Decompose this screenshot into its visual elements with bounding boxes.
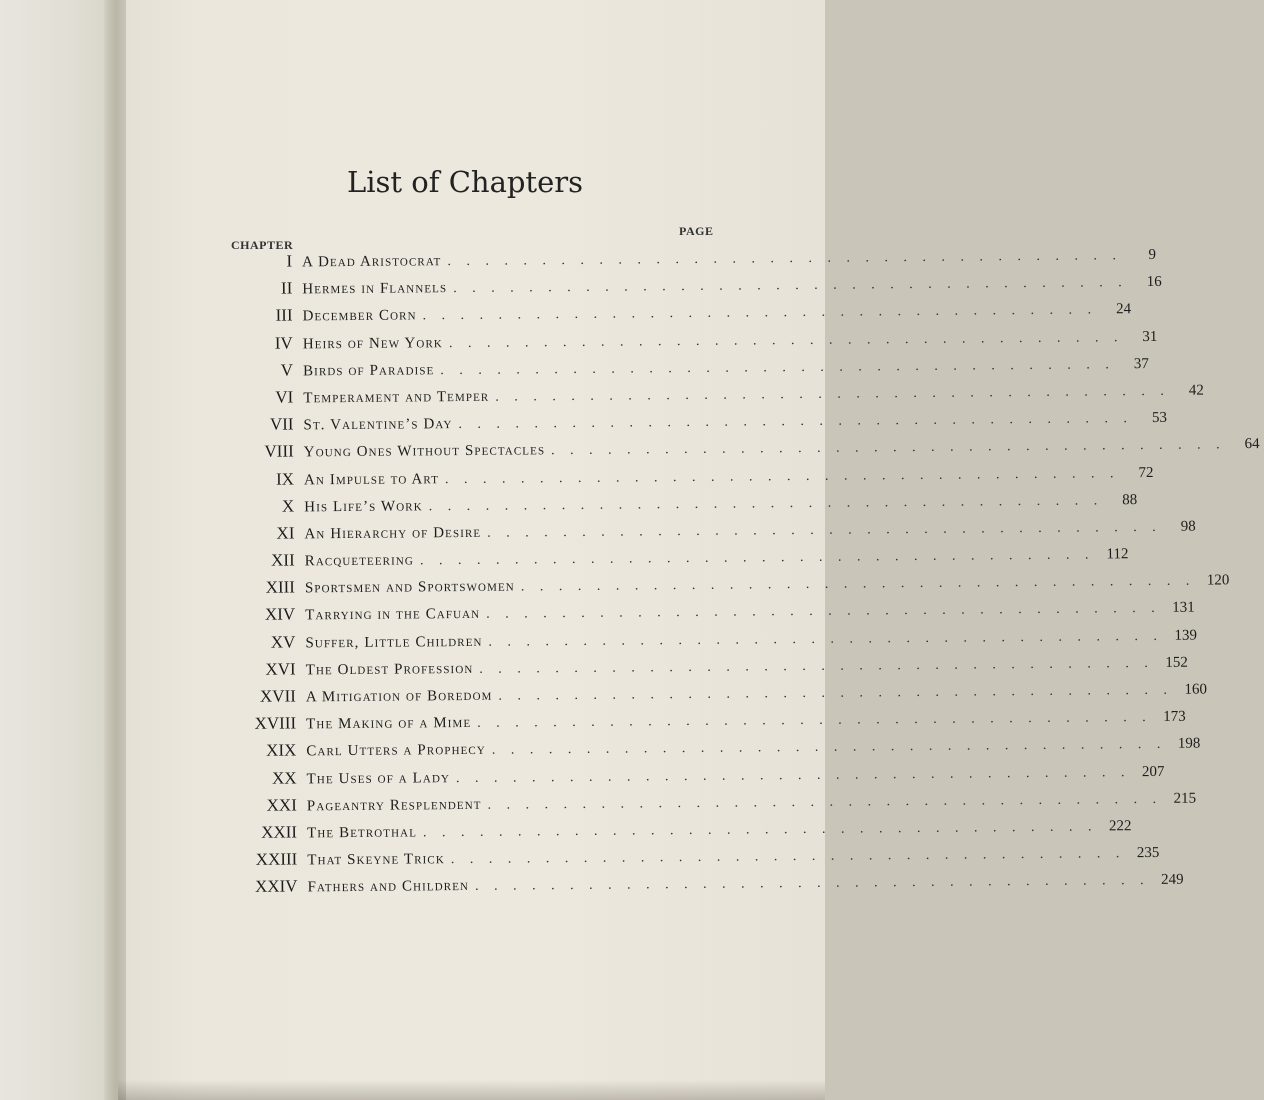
chapter-page-number: 42: [1188, 382, 1204, 399]
chapter-title: Hermes in Flannels: [302, 280, 448, 298]
chapter-number: XXII: [261, 822, 298, 842]
chapter-title: His Life’s Work: [304, 498, 423, 516]
chapter-number: XXIII: [255, 849, 298, 869]
chapter-row: [236, 654, 1188, 687]
dot-leader: . . . . . . . . . . . . . . . . . . . . . . . . . . . . . . . . . . . .: [487, 519, 1162, 541]
chapter-page-number: 53: [1151, 409, 1168, 427]
chapter-row: [234, 436, 1260, 470]
chapter-title: Carl Utters a Prophecy: [306, 742, 486, 760]
chapter-title: That Skeyne Trick: [307, 851, 445, 869]
chapter-number: VIII: [264, 441, 294, 462]
chapter-page-number: 9: [1148, 246, 1156, 264]
chapter-row: [232, 246, 1156, 280]
chapter-page-number: 37: [1133, 355, 1149, 372]
chapter-page-number: 112: [1106, 546, 1129, 563]
dot-leader: . . . . . . . . . . . . . . . . . . . . . . . . . . . . . . . . . . . .: [455, 764, 1131, 786]
dot-leader: . . . . . . . . . . . . . . . . . . . . . . . . . . . . . . . . . . . .: [422, 302, 1098, 324]
chapter-number: XXIV: [254, 876, 298, 897]
dot-leader: . . . . . . . . . . . . . . . . . . . . . . . . . . . . . . . . . . . .: [447, 248, 1122, 270]
chapter-number: VI: [275, 387, 294, 407]
chapter-page-number: 16: [1146, 274, 1162, 291]
chapter-page-number: 173: [1163, 708, 1186, 726]
chapter-page-number: 120: [1206, 572, 1230, 589]
chapter-row: [236, 735, 1201, 769]
chapter-number: XXI: [266, 795, 297, 815]
chapter-row: [237, 845, 1160, 878]
left-page: [0, 0, 118, 1100]
dot-leader: . . . . . . . . . . . . . . . . . . . . . . . . . . . . . . . . . . . .: [486, 601, 1161, 623]
dot-leader: . . . . . . . . . . . . . . . . . . . . . . . . . . . . . . . . . . . .: [551, 437, 1226, 459]
chapter-number: XVIII: [254, 713, 297, 734]
chapter-title: Young Ones Without Spectacles: [303, 442, 546, 461]
dot-leader: . . . . . . . . . . . . . . . . . . . . . . . . . . . . . . . . . . . .: [488, 628, 1164, 650]
chapter-number: III: [275, 305, 293, 325]
chapter-title: St. Valentine’s Day: [303, 416, 453, 434]
chapter-row: [237, 790, 1197, 823]
chapter-row: [234, 518, 1196, 552]
chapter-page-number: 207: [1141, 763, 1165, 780]
chapter-title: Sportsmen and Sportswomen: [304, 578, 515, 597]
chapter-title: The Oldest Profession: [305, 660, 474, 679]
chapter-page-number: 64: [1244, 436, 1260, 453]
chapter-number: V: [280, 360, 294, 380]
dot-leader: . . . . . . . . . . . . . . . . . . . . . . . . . . . . . . . . . . . .: [428, 493, 1104, 514]
chapter-row: [232, 274, 1162, 307]
chapter-number: IX: [275, 468, 295, 489]
chapter-number: XII: [270, 550, 295, 570]
dot-leader: . . . . . . . . . . . . . . . . . . . . . . . . . . . . . . . . . . . .: [450, 846, 1126, 868]
chapter-title: Suffer, Little Children: [305, 633, 483, 651]
chapter-title: An Hierarchy of Desire: [304, 524, 482, 543]
dot-leader: . . . . . . . . . . . . . . . . . . . . . . . . . . . . . . . . . . . .: [422, 819, 1098, 841]
chapter-number: XIV: [264, 604, 296, 625]
chapter-page-number: 222: [1108, 818, 1132, 835]
chapter-number: XVII: [259, 686, 296, 706]
chapter-row: [233, 355, 1149, 388]
chapter-title: The Uses of a Lady: [306, 769, 451, 787]
chapter-row: [233, 382, 1204, 416]
chapter-row: [235, 546, 1129, 579]
chapter-title: A Dead Aristocrat: [302, 253, 442, 271]
chapter-title: Heirs of New York: [302, 334, 443, 352]
chapter-page-number: 160: [1184, 681, 1208, 698]
chapter-page-number: 235: [1136, 845, 1160, 862]
chapter-row: [233, 409, 1168, 443]
chapter-title: Pageantry Resplendent: [306, 796, 482, 815]
chapter-title: Birds of Paradise: [302, 361, 435, 380]
chapter-page-number: 98: [1180, 518, 1196, 535]
dot-leader: . . . . . . . . . . . . . . . . . . . . . . . . . . . . . . . . . . . .: [458, 411, 1134, 433]
chapter-row: [233, 328, 1158, 361]
dot-leader: . . . . . . . . . . . . . . . . . . . . . . . . . . . . . . . . . . . .: [498, 682, 1174, 704]
chapter-number: XIX: [266, 740, 297, 761]
chapter-page-number: 139: [1174, 627, 1198, 644]
chapter-title: The Betrothal: [307, 824, 418, 842]
chapter-title: December Corn: [302, 307, 417, 325]
chapter-number: XX: [271, 768, 297, 788]
chapter-number: XV: [270, 632, 296, 652]
chapter-page-number: 88: [1122, 491, 1138, 508]
chapter-column-header: CHAPTER: [231, 238, 294, 252]
chapter-page-number: 249: [1160, 872, 1184, 889]
chapter-number: X: [281, 496, 295, 516]
dot-leader: . . . . . . . . . . . . . . . . . . . . . . . . . . . . . . . . . . . .: [440, 357, 1115, 378]
dot-leader: . . . . . . . . . . . . . . . . . . . . . . . . . . . . . . . . . . . .: [477, 710, 1152, 732]
chapter-title: Temperament and Temper: [303, 388, 490, 407]
chapter-row: [235, 572, 1230, 606]
chapter-row: [235, 627, 1198, 660]
chapter-page-number: 72: [1138, 464, 1154, 481]
dot-leader: . . . . . . . . . . . . . . . . . . . . . . . . . . . . . . . . . . . .: [487, 791, 1163, 813]
table-of-contents: [232, 246, 1260, 905]
page-bottom-shadow: [118, 1080, 825, 1100]
chapter-row: [234, 491, 1138, 524]
chapter-title: Tarrying in the Cafuan: [305, 606, 481, 624]
dot-leader: . . . . . . . . . . . . . . . . . . . . . . . . . . . . . . . . . . . .: [474, 873, 1150, 895]
chapter-number: XVI: [265, 659, 296, 679]
dot-leader: . . . . . . . . . . . . . . . . . . . . . . . . . . . . . . . . . . . .: [520, 573, 1196, 595]
chapter-number: IV: [274, 333, 293, 353]
chapter-page-number: 24: [1116, 301, 1132, 318]
chapter-row: [237, 872, 1184, 905]
chapter-title: Racqueteering: [304, 552, 415, 570]
chapter-page-number: 215: [1173, 790, 1197, 807]
chapter-page-number: 131: [1172, 600, 1195, 617]
dot-leader: . . . . . . . . . . . . . . . . . . . . . . . . . . . . . . . . . . . .: [479, 655, 1154, 677]
chapter-number: XIII: [265, 577, 296, 597]
dot-leader: . . . . . . . . . . . . . . . . . . . . . . . . . . . . . . . . . . . .: [453, 275, 1128, 297]
page-column-header: PAGE: [679, 224, 714, 238]
chapter-row: [236, 708, 1186, 742]
chapter-row: [234, 464, 1154, 497]
chapter-row: [235, 600, 1195, 633]
dot-leader: . . . . . . . . . . . . . . . . . . . . . . . . . . . . . . . . . . . .: [495, 383, 1170, 405]
chapter-title: A Mitigation of Boredom: [305, 687, 493, 706]
dot-leader: . . . . . . . . . . . . . . . . . . . . . . . . . . . . . . . . . . . .: [491, 737, 1167, 759]
chapter-row: [232, 301, 1132, 334]
dot-leader: . . . . . . . . . . . . . . . . . . . . . . . . . . . . . . . . . . . .: [448, 329, 1124, 351]
chapter-page-number: 31: [1142, 328, 1158, 345]
chapter-number: VII: [269, 414, 294, 434]
page-title: List of Chapters: [347, 165, 583, 199]
chapter-row: [236, 681, 1208, 715]
chapter-title: The Making of a Mime: [306, 715, 472, 733]
chapter-number: XI: [276, 523, 295, 543]
chapter-title: An Impulse to Art: [303, 470, 440, 488]
chapter-row: [237, 763, 1165, 796]
chapter-row: [237, 818, 1132, 851]
chapter-number: I: [286, 251, 293, 271]
dot-leader: . . . . . . . . . . . . . . . . . . . . . . . . . . . . . . . . . . . .: [419, 547, 1095, 569]
chapter-page-number: 198: [1177, 735, 1201, 753]
chapter-page-number: 152: [1165, 654, 1188, 671]
chapter-title: Fathers and Children: [307, 878, 470, 896]
dot-leader: . . . . . . . . . . . . . . . . . . . . . . . . . . . . . . . . . . . .: [444, 465, 1120, 487]
chapter-number: II: [280, 278, 293, 298]
